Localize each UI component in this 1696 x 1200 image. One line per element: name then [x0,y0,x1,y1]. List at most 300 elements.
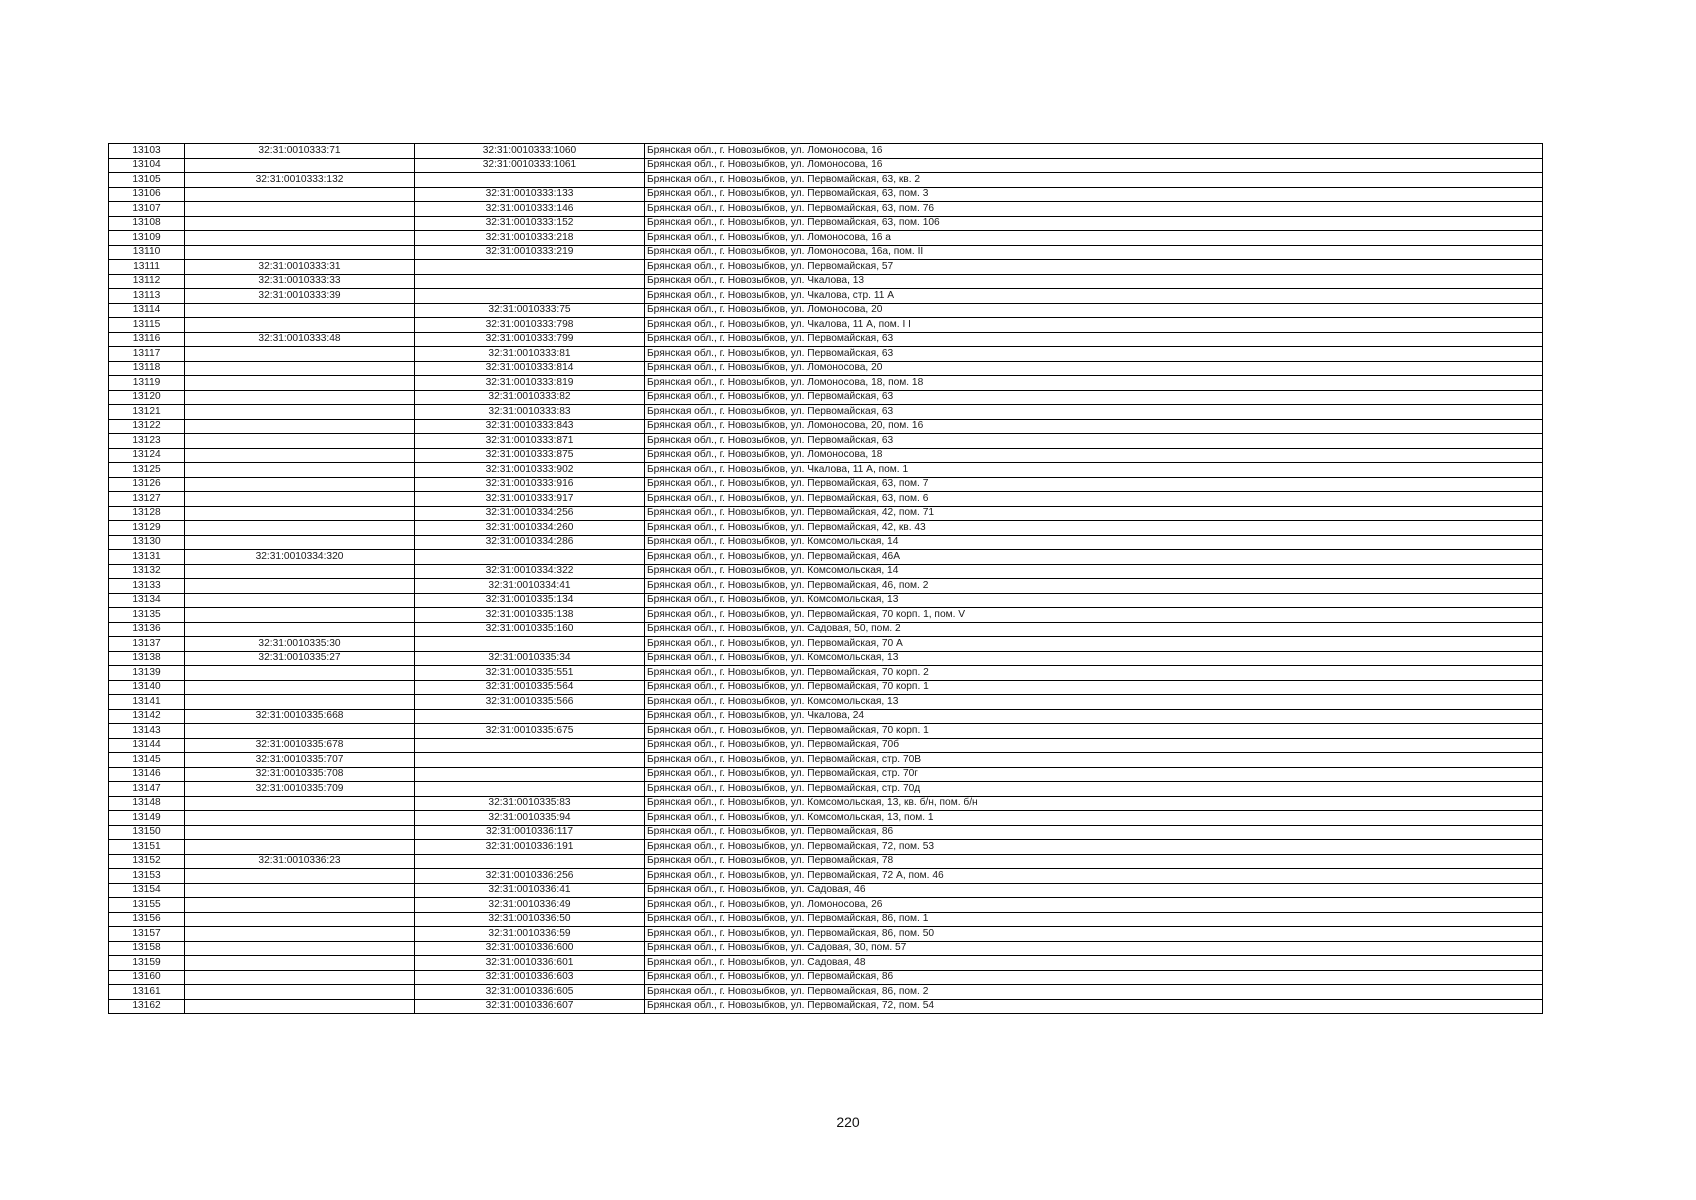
table-row [109,593,1543,608]
land-cadastral-number-cell [185,231,415,246]
row-number-cell: 13125 [109,463,185,478]
address-cell: Брянская обл., г. Новозыбков, ул. Садовая, 46 [645,883,1543,898]
row-number-cell: 13153 [109,869,185,884]
table-row [109,564,1543,579]
address-cell: Брянская обл., г. Новозыбков, ул. Первомайская, 70 корп. 1, пом. V [645,608,1543,623]
land-cadastral-number-cell [185,405,415,420]
registry-table [108,143,1543,1014]
object-cadastral-number-cell [415,260,645,275]
land-cadastral-number-cell [185,216,415,231]
address-cell: Брянская обл., г. Новозыбков, ул. Ломоносова, 20 [645,303,1543,318]
table-row [109,825,1543,840]
address-cell: Брянская обл., г. Новозыбков, ул. Садовая, 48 [645,956,1543,971]
row-number-cell: 13122 [109,419,185,434]
address-cell: Брянская обл., г. Новозыбков, ул. Комсомольская, 13, пом. 1 [645,811,1543,826]
land-cadastral-number-cell [185,434,415,449]
address-cell: Брянская обл., г. Новозыбков, ул. Ломоносова, 18 [645,448,1543,463]
object-cadastral-number-cell [415,709,645,724]
land-cadastral-number-cell: 32:31:0010333:33 [185,274,415,289]
row-number-cell: 13126 [109,477,185,492]
address-cell: Брянская обл., г. Новозыбков, ул. Первомайская, 63 [645,332,1543,347]
land-cadastral-number-cell: 32:31:0010333:31 [185,260,415,275]
land-cadastral-number-cell: 32:31:0010335:707 [185,753,415,768]
table-row [109,999,1543,1014]
row-number-cell: 13115 [109,318,185,333]
address-cell: Брянская обл., г. Новозыбков, ул. Ломоносова, 16 [645,158,1543,173]
object-cadastral-number-cell: 32:31:0010335:83 [415,796,645,811]
table-row [109,144,1543,159]
land-cadastral-number-cell [185,521,415,536]
address-cell: Брянская обл., г. Новозыбков, ул. Ломоносова, 18, пом. 18 [645,376,1543,391]
table-row [109,666,1543,681]
land-cadastral-number-cell: 32:31:0010333:48 [185,332,415,347]
row-number-cell: 13114 [109,303,185,318]
table-row [109,347,1543,362]
row-number-cell: 13155 [109,898,185,913]
address-cell: Брянская обл., г. Новозыбков, ул. Первомайская, 46, пом. 2 [645,579,1543,594]
object-cadastral-number-cell: 32:31:0010333:917 [415,492,645,507]
row-number-cell: 13121 [109,405,185,420]
row-number-cell: 13132 [109,564,185,579]
table-row [109,173,1543,188]
row-number-cell: 13104 [109,158,185,173]
table-row [109,579,1543,594]
row-number-cell: 13141 [109,695,185,710]
table-row [109,927,1543,942]
object-cadastral-number-cell: 32:31:0010334:286 [415,535,645,550]
table-row [109,651,1543,666]
object-cadastral-number-cell: 32:31:0010336:41 [415,883,645,898]
object-cadastral-number-cell: 32:31:0010336:600 [415,941,645,956]
row-number-cell: 13103 [109,144,185,159]
address-cell: Брянская обл., г. Новозыбков, ул. Первомайская, 70 корп. 1 [645,680,1543,695]
land-cadastral-number-cell [185,390,415,405]
table-row [109,535,1543,550]
object-cadastral-number-cell: 32:31:0010333:902 [415,463,645,478]
row-number-cell: 13151 [109,840,185,855]
object-cadastral-number-cell: 32:31:0010335:160 [415,622,645,637]
object-cadastral-number-cell: 32:31:0010333:871 [415,434,645,449]
page-number: 220 [836,1114,860,1130]
row-number-cell: 13160 [109,970,185,985]
land-cadastral-number-cell [185,883,415,898]
land-cadastral-number-cell [185,361,415,376]
land-cadastral-number-cell [185,579,415,594]
table-row [109,970,1543,985]
row-number-cell: 13136 [109,622,185,637]
table-row [109,724,1543,739]
address-cell: Брянская обл., г. Новозыбков, ул. Первомайская, 78 [645,854,1543,869]
table-row [109,274,1543,289]
row-number-cell: 13148 [109,796,185,811]
land-cadastral-number-cell [185,376,415,391]
table-row [109,187,1543,202]
object-cadastral-number-cell: 32:31:0010333:875 [415,448,645,463]
address-cell: Брянская обл., г. Новозыбков, ул. Первомайская, 86, пом. 50 [645,927,1543,942]
address-cell: Брянская обл., г. Новозыбков, ул. Первомайская, 46А [645,550,1543,565]
address-cell: Брянская обл., г. Новозыбков, ул. Первомайская, 57 [645,260,1543,275]
object-cadastral-number-cell: 32:31:0010333:75 [415,303,645,318]
row-number-cell: 13149 [109,811,185,826]
row-number-cell: 13161 [109,985,185,1000]
object-cadastral-number-cell: 32:31:0010336:191 [415,840,645,855]
row-number-cell: 13139 [109,666,185,681]
row-number-cell: 13124 [109,448,185,463]
table-row [109,245,1543,260]
registry-table-body [109,144,1543,1014]
row-number-cell: 13146 [109,767,185,782]
row-number-cell: 13108 [109,216,185,231]
land-cadastral-number-cell [185,985,415,1000]
object-cadastral-number-cell: 32:31:0010335:551 [415,666,645,681]
object-cadastral-number-cell [415,637,645,652]
row-number-cell: 13117 [109,347,185,362]
object-cadastral-number-cell [415,782,645,797]
address-cell: Брянская обл., г. Новозыбков, ул. Первомайская, стр. 70г [645,767,1543,782]
object-cadastral-number-cell: 32:31:0010333:83 [415,405,645,420]
land-cadastral-number-cell: 32:31:0010333:71 [185,144,415,159]
table-row [109,318,1543,333]
address-cell: Брянская обл., г. Новозыбков, ул. Комсомольская, 13 [645,651,1543,666]
row-number-cell: 13156 [109,912,185,927]
table-row [109,361,1543,376]
table-row [109,477,1543,492]
land-cadastral-number-cell [185,202,415,217]
address-cell: Брянская обл., г. Новозыбков, ул. Первомайская, 63 [645,405,1543,420]
address-cell: Брянская обл., г. Новозыбков, ул. Комсомольская, 14 [645,564,1543,579]
object-cadastral-number-cell: 32:31:0010333:152 [415,216,645,231]
row-number-cell: 13113 [109,289,185,304]
object-cadastral-number-cell: 32:31:0010336:605 [415,985,645,1000]
object-cadastral-number-cell: 32:31:0010333:81 [415,347,645,362]
table-row [109,796,1543,811]
address-cell: Брянская обл., г. Новозыбков, ул. Первомайская, 63, кв. 2 [645,173,1543,188]
table-row [109,463,1543,478]
land-cadastral-number-cell [185,666,415,681]
object-cadastral-number-cell [415,767,645,782]
object-cadastral-number-cell: 32:31:0010333:916 [415,477,645,492]
land-cadastral-number-cell [185,811,415,826]
row-number-cell: 13119 [109,376,185,391]
row-number-cell: 13147 [109,782,185,797]
table-row [109,521,1543,536]
row-number-cell: 13118 [109,361,185,376]
row-number-cell: 13123 [109,434,185,449]
object-cadastral-number-cell [415,738,645,753]
object-cadastral-number-cell: 32:31:0010333:82 [415,390,645,405]
address-cell: Брянская обл., г. Новозыбков, ул. Первомайская, 70 А [645,637,1543,652]
table-row [109,289,1543,304]
address-cell: Брянская обл., г. Новозыбков, ул. Первомайская, 86 [645,825,1543,840]
land-cadastral-number-cell [185,622,415,637]
land-cadastral-number-cell [185,608,415,623]
table-row [109,405,1543,420]
object-cadastral-number-cell: 32:31:0010335:94 [415,811,645,826]
table-row [109,434,1543,449]
land-cadastral-number-cell: 32:31:0010333:132 [185,173,415,188]
address-cell: Брянская обл., г. Новозыбков, ул. Первомайская, 63 [645,390,1543,405]
table-row [109,158,1543,173]
address-cell: Брянская обл., г. Новозыбков, ул. Первомайская, 72 А, пом. 46 [645,869,1543,884]
land-cadastral-number-cell [185,941,415,956]
table-row [109,332,1543,347]
row-number-cell: 13109 [109,231,185,246]
table-row [109,767,1543,782]
address-cell: Брянская обл., г. Новозыбков, ул. Комсомольская, 14 [645,535,1543,550]
address-cell: Брянская обл., г. Новозыбков, ул. Первомайская, 42, кв. 43 [645,521,1543,536]
land-cadastral-number-cell [185,318,415,333]
object-cadastral-number-cell: 32:31:0010333:819 [415,376,645,391]
table-row [109,216,1543,231]
object-cadastral-number-cell: 32:31:0010335:134 [415,593,645,608]
land-cadastral-number-cell [185,245,415,260]
object-cadastral-number-cell: 32:31:0010333:814 [415,361,645,376]
address-cell: Брянская обл., г. Новозыбков, ул. Первомайская, 63 [645,434,1543,449]
table-row [109,869,1543,884]
land-cadastral-number-cell [185,593,415,608]
address-cell: Брянская обл., г. Новозыбков, ул. Первомайская, 63, пом. 7 [645,477,1543,492]
table-row [109,608,1543,623]
object-cadastral-number-cell: 32:31:0010333:799 [415,332,645,347]
object-cadastral-number-cell: 32:31:0010336:117 [415,825,645,840]
address-cell: Брянская обл., г. Новозыбков, ул. Первомайская, 42, пом. 71 [645,506,1543,521]
object-cadastral-number-cell: 32:31:0010333:146 [415,202,645,217]
land-cadastral-number-cell [185,492,415,507]
land-cadastral-number-cell: 32:31:0010333:39 [185,289,415,304]
object-cadastral-number-cell: 32:31:0010336:256 [415,869,645,884]
table-row [109,622,1543,637]
object-cadastral-number-cell [415,173,645,188]
row-number-cell: 13129 [109,521,185,536]
object-cadastral-number-cell [415,289,645,304]
land-cadastral-number-cell [185,999,415,1014]
land-cadastral-number-cell [185,506,415,521]
address-cell: Брянская обл., г. Новозыбков, ул. Комсомольская, 13 [645,593,1543,608]
land-cadastral-number-cell: 32:31:0010335:27 [185,651,415,666]
object-cadastral-number-cell: 32:31:0010336:49 [415,898,645,913]
address-cell: Брянская обл., г. Новозыбков, ул. Первомайская, 86 [645,970,1543,985]
row-number-cell: 13107 [109,202,185,217]
address-cell: Брянская обл., г. Новозыбков, ул. Первомайская, 63, пом. 3 [645,187,1543,202]
table-row [109,883,1543,898]
table-row [109,303,1543,318]
land-cadastral-number-cell [185,869,415,884]
table-row [109,782,1543,797]
land-cadastral-number-cell: 32:31:0010335:678 [185,738,415,753]
address-cell: Брянская обл., г. Новозыбков, ул. Ломоносова, 16 [645,144,1543,159]
land-cadastral-number-cell: 32:31:0010335:30 [185,637,415,652]
object-cadastral-number-cell: 32:31:0010333:798 [415,318,645,333]
table-row [109,448,1543,463]
land-cadastral-number-cell [185,912,415,927]
object-cadastral-number-cell: 32:31:0010333:133 [415,187,645,202]
land-cadastral-number-cell: 32:31:0010334:320 [185,550,415,565]
object-cadastral-number-cell: 32:31:0010336:50 [415,912,645,927]
table-row [109,419,1543,434]
object-cadastral-number-cell: 32:31:0010336:59 [415,927,645,942]
table-row [109,709,1543,724]
row-number-cell: 13137 [109,637,185,652]
object-cadastral-number-cell: 32:31:0010335:566 [415,695,645,710]
table-row [109,985,1543,1000]
land-cadastral-number-cell [185,796,415,811]
row-number-cell: 13138 [109,651,185,666]
row-number-cell: 13140 [109,680,185,695]
row-number-cell: 13116 [109,332,185,347]
object-cadastral-number-cell: 32:31:0010333:1060 [415,144,645,159]
row-number-cell: 13128 [109,506,185,521]
land-cadastral-number-cell: 32:31:0010335:709 [185,782,415,797]
row-number-cell: 13106 [109,187,185,202]
table-row [109,840,1543,855]
object-cadastral-number-cell: 32:31:0010335:34 [415,651,645,666]
table-row [109,912,1543,927]
object-cadastral-number-cell: 32:31:0010336:601 [415,956,645,971]
land-cadastral-number-cell [185,695,415,710]
row-number-cell: 13131 [109,550,185,565]
table-row [109,492,1543,507]
land-cadastral-number-cell [185,956,415,971]
address-cell: Брянская обл., г. Новозыбков, ул. Комсомольская, 13 [645,695,1543,710]
table-row [109,941,1543,956]
address-cell: Брянская обл., г. Новозыбков, ул. Первомайская, 70 корп. 2 [645,666,1543,681]
address-cell: Брянская обл., г. Новозыбков, ул. Садовая, 50, пом. 2 [645,622,1543,637]
address-cell: Брянская обл., г. Новозыбков, ул. Ломоносова, 16 а [645,231,1543,246]
row-number-cell: 13159 [109,956,185,971]
land-cadastral-number-cell [185,463,415,478]
address-cell: Брянская обл., г. Новозыбков, ул. Первомайская, 72, пом. 54 [645,999,1543,1014]
table-row [109,680,1543,695]
land-cadastral-number-cell [185,347,415,362]
object-cadastral-number-cell: 32:31:0010336:603 [415,970,645,985]
address-cell: Брянская обл., г. Новозыбков, ул. Первомайская, стр. 70д [645,782,1543,797]
address-cell: Брянская обл., г. Новозыбков, ул. Чкалова, 24 [645,709,1543,724]
table-row [109,202,1543,217]
address-cell: Брянская обл., г. Новозыбков, ул. Чкалова, стр. 11 А [645,289,1543,304]
row-number-cell: 13127 [109,492,185,507]
row-number-cell: 13143 [109,724,185,739]
address-cell: Брянская обл., г. Новозыбков, ул. Первомайская, 70 корп. 1 [645,724,1543,739]
object-cadastral-number-cell: 32:31:0010333:843 [415,419,645,434]
address-cell: Брянская обл., г. Новозыбков, ул. Комсомольская, 13, кв. б/н, пом. б/н [645,796,1543,811]
address-cell: Брянская обл., г. Новозыбков, ул. Первомайская, 63 [645,347,1543,362]
row-number-cell: 13134 [109,593,185,608]
table-row [109,854,1543,869]
object-cadastral-number-cell [415,274,645,289]
address-cell: Брянская обл., г. Новозыбков, ул. Первомайская, 70б [645,738,1543,753]
row-number-cell: 13154 [109,883,185,898]
row-number-cell: 13130 [109,535,185,550]
row-number-cell: 13120 [109,390,185,405]
land-cadastral-number-cell [185,825,415,840]
row-number-cell: 13144 [109,738,185,753]
land-cadastral-number-cell [185,680,415,695]
land-cadastral-number-cell [185,564,415,579]
table-row [109,753,1543,768]
table-row [109,376,1543,391]
object-cadastral-number-cell [415,550,645,565]
address-cell: Брянская обл., г. Новозыбков, ул. Первомайская, 86, пом. 2 [645,985,1543,1000]
table-row [109,550,1543,565]
row-number-cell: 13157 [109,927,185,942]
object-cadastral-number-cell [415,753,645,768]
address-cell: Брянская обл., г. Новозыбков, ул. Чкалова, 11 А, пом. 1 [645,463,1543,478]
land-cadastral-number-cell [185,187,415,202]
object-cadastral-number-cell: 32:31:0010334:322 [415,564,645,579]
land-cadastral-number-cell [185,448,415,463]
object-cadastral-number-cell: 32:31:0010333:1061 [415,158,645,173]
row-number-cell: 13142 [109,709,185,724]
row-number-cell: 13110 [109,245,185,260]
land-cadastral-number-cell [185,898,415,913]
row-number-cell: 13162 [109,999,185,1014]
address-cell: Брянская обл., г. Новозыбков, ул. Первомайская, 72, пом. 53 [645,840,1543,855]
address-cell: Брянская обл., г. Новозыбков, ул. Чкалова, 13 [645,274,1543,289]
object-cadastral-number-cell [415,854,645,869]
land-cadastral-number-cell [185,840,415,855]
table-row [109,738,1543,753]
object-cadastral-number-cell: 32:31:0010336:607 [415,999,645,1014]
address-cell: Брянская обл., г. Новозыбков, ул. Ломоносова, 20 [645,361,1543,376]
address-cell: Брянская обл., г. Новозыбков, ул. Первомайская, стр. 70В [645,753,1543,768]
address-cell: Брянская обл., г. Новозыбков, ул. Первомайская, 86, пом. 1 [645,912,1543,927]
object-cadastral-number-cell: 32:31:0010333:219 [415,245,645,260]
land-cadastral-number-cell [185,303,415,318]
land-cadastral-number-cell [185,158,415,173]
row-number-cell: 13112 [109,274,185,289]
table-row [109,898,1543,913]
row-number-cell: 13158 [109,941,185,956]
row-number-cell: 13111 [109,260,185,275]
land-cadastral-number-cell [185,927,415,942]
table-row [109,637,1543,652]
land-cadastral-number-cell: 32:31:0010335:708 [185,767,415,782]
object-cadastral-number-cell: 32:31:0010335:138 [415,608,645,623]
table-row [109,231,1543,246]
address-cell: Брянская обл., г. Новозыбков, ул. Первомайская, 63, пом. 6 [645,492,1543,507]
row-number-cell: 13135 [109,608,185,623]
row-number-cell: 13105 [109,173,185,188]
address-cell: Брянская обл., г. Новозыбков, ул. Ломоносова, 26 [645,898,1543,913]
address-cell: Брянская обл., г. Новозыбков, ул. Первомайская, 63, пом. 76 [645,202,1543,217]
table-row [109,956,1543,971]
object-cadastral-number-cell: 32:31:0010335:564 [415,680,645,695]
object-cadastral-number-cell: 32:31:0010334:41 [415,579,645,594]
object-cadastral-number-cell: 32:31:0010333:218 [415,231,645,246]
address-cell: Брянская обл., г. Новозыбков, ул. Первомайская, 63, пом. 106 [645,216,1543,231]
land-cadastral-number-cell: 32:31:0010335:668 [185,709,415,724]
land-cadastral-number-cell [185,477,415,492]
table-row [109,390,1543,405]
land-cadastral-number-cell [185,724,415,739]
table-row [109,695,1543,710]
land-cadastral-number-cell [185,970,415,985]
row-number-cell: 13150 [109,825,185,840]
object-cadastral-number-cell: 32:31:0010335:675 [415,724,645,739]
land-cadastral-number-cell [185,419,415,434]
address-cell: Брянская обл., г. Новозыбков, ул. Чкалова, 11 А, пом. I I [645,318,1543,333]
table-row [109,260,1543,275]
land-cadastral-number-cell: 32:31:0010336:23 [185,854,415,869]
row-number-cell: 13145 [109,753,185,768]
table-row [109,811,1543,826]
table-row [109,506,1543,521]
object-cadastral-number-cell: 32:31:0010334:256 [415,506,645,521]
object-cadastral-number-cell: 32:31:0010334:260 [415,521,645,536]
row-number-cell: 13133 [109,579,185,594]
row-number-cell: 13152 [109,854,185,869]
address-cell: Брянская обл., г. Новозыбков, ул. Садовая, 30, пом. 57 [645,941,1543,956]
